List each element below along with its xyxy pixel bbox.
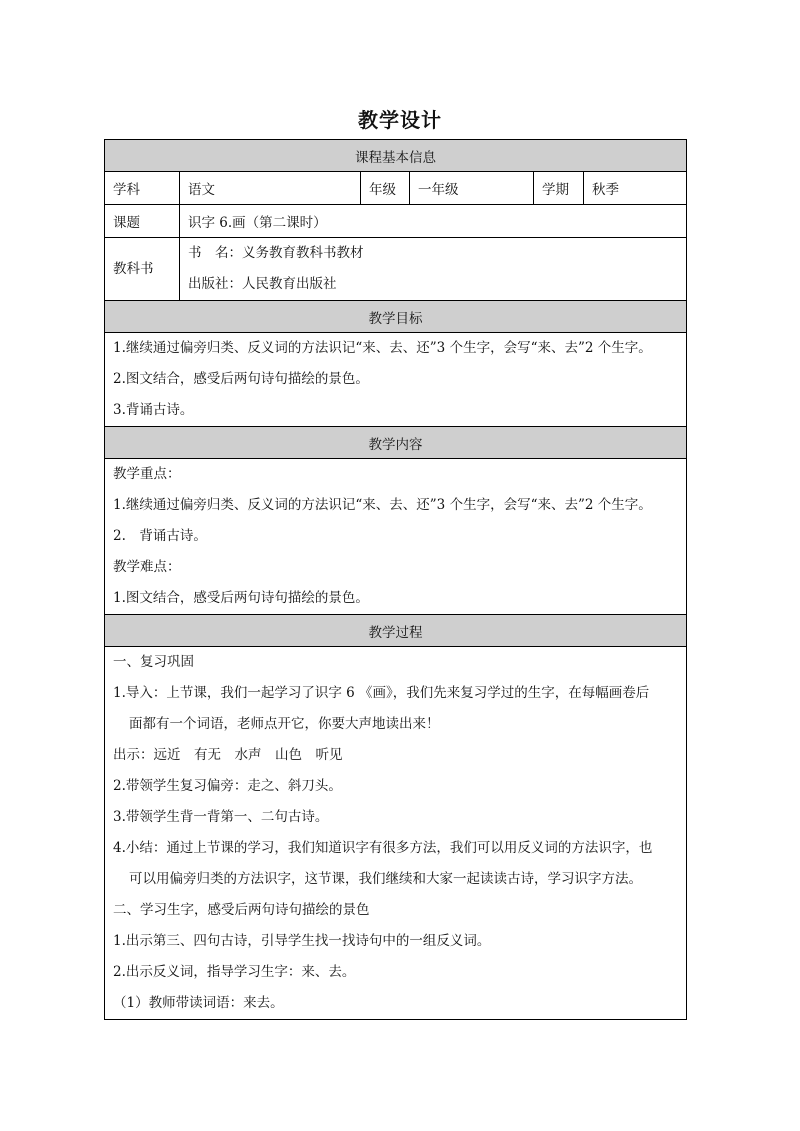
objective-item: 2.图文结合，感受后两句诗句描绘的景色。 bbox=[113, 371, 369, 387]
teaching-content bbox=[105, 459, 687, 615]
teaching-process bbox=[105, 647, 687, 1020]
section-header-process: 教学过程 bbox=[105, 615, 687, 647]
topic-label: 课题 bbox=[105, 205, 180, 238]
textbook-label bbox=[105, 238, 180, 301]
content-line: 1.图文结合，感受后两句诗句描绘的景色。 bbox=[113, 590, 369, 606]
subject-label: 学科 bbox=[105, 172, 180, 205]
section-header-objectives: 教学目标 bbox=[105, 301, 687, 333]
section-header-basic-info: 课程基本信息 bbox=[105, 140, 687, 172]
textbook-info bbox=[180, 238, 687, 301]
process-line: 4.小结：通过上节课的学习，我们知道识字有很多方法，我们可以用反义词的方法识字，也 bbox=[113, 840, 653, 856]
textbook-name: 书 名：义务教育教科书教材 bbox=[188, 245, 364, 261]
subject-value: 语文 bbox=[180, 172, 361, 205]
content-line: 2. 背诵古诗。 bbox=[113, 528, 207, 544]
grade-label: 年级 bbox=[361, 172, 410, 205]
process-line: 1.出示第三、四句古诗，引导学生找一找诗句中的一组反义词。 bbox=[113, 933, 491, 949]
process-line: 一、复习巩固 bbox=[113, 654, 194, 670]
process-line: 二、学习生字，感受后两句诗句描绘的景色 bbox=[113, 902, 370, 918]
section-header-content: 教学内容 bbox=[105, 427, 687, 459]
term-label: 学期 bbox=[534, 172, 584, 205]
process-line: 可以用偏旁归类的方法识字，这节课，我们继续和大家一起读读古诗，学习识字方法。 bbox=[129, 871, 642, 887]
topic-value: 识字 6.画（第二课时） bbox=[180, 205, 687, 238]
content-line: 教学难点： bbox=[113, 559, 181, 575]
objective-item: 1.继续通过偏旁归类、反义词的方法识记“来、去、还”3 个生字，会写“来、去”2 个生字。 bbox=[113, 340, 652, 356]
objectives-content bbox=[105, 333, 687, 427]
lesson-plan-table bbox=[104, 139, 687, 1020]
term-value: 秋季 bbox=[584, 172, 687, 205]
grade-value: 一年级 bbox=[410, 172, 534, 205]
content-line: 1.继续通过偏旁归类、反义词的方法识记“来、去、还”3 个生字，会写“来、去”2 个生字。 bbox=[113, 497, 652, 513]
document-title: 教学设计 bbox=[358, 108, 442, 132]
textbook-label-text: 教科书 bbox=[113, 260, 154, 277]
process-line: （1）教师带读词语：来去。 bbox=[113, 995, 284, 1011]
process-line: 面都有一个词语，老师点开它，你要大声地读出来！ bbox=[129, 716, 440, 732]
process-line: 出示：远近 有无 水声 山色 听见 bbox=[113, 747, 343, 763]
process-line: 3.带领学生背一背第一、二句古诗。 bbox=[113, 809, 329, 825]
objective-item: 3.背诵古诗。 bbox=[113, 402, 194, 418]
process-line: 2.带领学生复习偏旁：走之、斜刀头。 bbox=[113, 778, 342, 794]
textbook-publisher: 出版社：人民教育出版社 bbox=[188, 276, 337, 292]
process-line: 2.出示反义词，指导学习生字：来、去。 bbox=[113, 964, 356, 980]
process-line: 1.导入：上节课，我们一起学习了识字 6 《画》，我们先来复习学过的生字，在每幅画卷后 bbox=[113, 685, 650, 701]
content-line: 教学重点： bbox=[113, 466, 181, 482]
